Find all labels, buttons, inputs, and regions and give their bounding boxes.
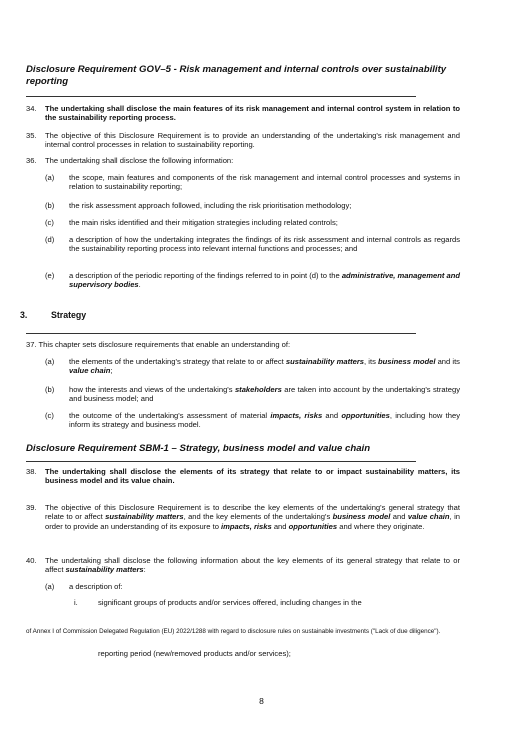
continuation-text: reporting period (new/removed products and/or services); (98, 649, 291, 658)
sbm1-heading: Disclosure Requirement SBM-1 – Strategy, business model and value chain (26, 443, 371, 454)
item-label: (a) (45, 173, 55, 182)
para-number: 35. (26, 131, 37, 140)
section-number: 3. (20, 310, 28, 320)
item-label: (b) (45, 385, 55, 394)
para-number: 36. (26, 156, 37, 165)
item-label: (c) (45, 218, 54, 227)
page-number: 8 (259, 696, 264, 706)
para-number: 34. (26, 104, 37, 113)
item-a: the scope, main features and components of the risk management and internal control processes and systems in relation to sustainability reporting; (69, 173, 460, 192)
para-34: The undertaking shall disclose the main features of its risk management and internal control system in relation to the sustainability reporting process. (45, 104, 460, 123)
strategy-item-a: the elements of the undertaking's strategy that relate to or affect sustainability matters, its business model and its value chain; (69, 357, 460, 376)
item-label: (d) (45, 235, 55, 244)
para-number: 40. (26, 556, 37, 565)
strategy-item-c: the outcome of the undertaking's assessment of material impacts, risks and opportunities, including how they inform its strategy and business model. (69, 411, 460, 430)
item-e: a description of the periodic reporting of the findings referred to in point (d) to the administrative, management and supervisory bodies. (69, 271, 460, 290)
item-label: (e) (45, 271, 55, 280)
item-label: (c) (45, 411, 54, 420)
item-label: (a) (45, 357, 55, 366)
section-title: Strategy (51, 310, 87, 320)
item-c: the main risks identified and their mitigation strategies including related controls; (69, 218, 338, 227)
item-label: i. (74, 598, 78, 607)
item-label: (a) (45, 582, 55, 591)
item-label: (b) (45, 201, 55, 210)
gov5-heading: Disclosure Requirement GOV–5 - Risk management and internal controls over sustainability reporting (26, 64, 447, 87)
sbm1-item-i: significant groups of products and/or services offered, including changes in the (98, 598, 362, 607)
divider (26, 96, 416, 97)
item-b: the risk assessment approach followed, including the risk prioritisation methodology; (69, 201, 352, 210)
strategy-item-b: how the interests and views of the undertaking's stakeholders are taken into account by the undertaking's strategy and business model; and (69, 385, 461, 404)
para-39: The objective of this Disclosure Requirement is to describe the key elements of the undertaking's general strategy that relate to or affect sustainability matters, and the key elements of the undertaking's business model and value chain, in order to provide an understanding of its exposure to impacts, risks and opportunities and where they originate. (45, 503, 460, 531)
divider (26, 461, 416, 462)
para-number: 39. (26, 503, 37, 512)
footnote: of Annex I of Commission Delegated Regulation (EU) 2022/1288 with regard to disclosure rules on sustainable investments ("Lack of due diligence"). (26, 628, 441, 635)
sbm1-item-a: a description of: (69, 582, 123, 591)
para-38: The undertaking shall disclose the elements of its strategy that relate to or impact sustainability matters, its business model and its value chain. (45, 467, 460, 486)
para-36: The undertaking shall disclose the following information: (45, 156, 234, 165)
item-d: a description of how the undertaking integrates the findings of its risk assessment and internal controls as regards the sustainability reporting process into relevant internal functions and processes; and (69, 235, 460, 254)
para-40: The undertaking shall disclose the following information about the key elements of its general strategy that relate to or affect sustainability matters: (45, 556, 460, 575)
para-number: 38. (26, 467, 37, 476)
para-37: 37. This chapter sets disclosure requirements that enable an understanding of: (26, 340, 291, 349)
divider (26, 333, 416, 334)
para-35: The objective of this Disclosure Requirement is to provide an understanding of the undertaking's risk management and internal control processes in relation to sustainability reporting. (45, 131, 460, 150)
